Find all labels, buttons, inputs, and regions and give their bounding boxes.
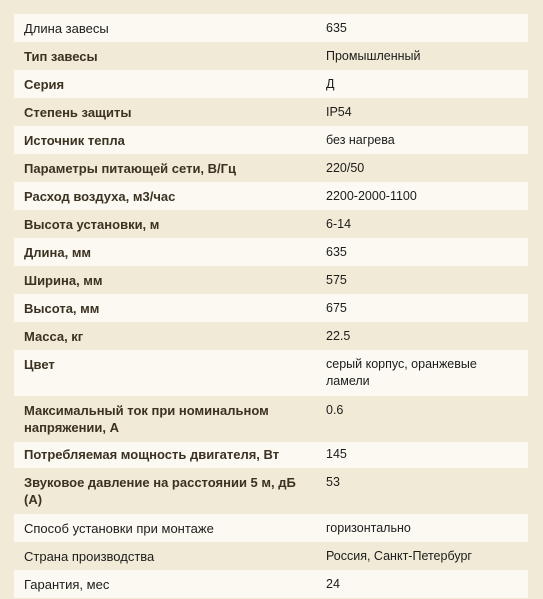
spec-value: 220/50 <box>316 154 528 182</box>
spec-value: без нагрева <box>316 126 528 154</box>
spec-row-sound-pressure <box>14 468 528 514</box>
spec-label: Степень защиты <box>14 98 316 126</box>
spec-value: 635 <box>316 238 528 266</box>
spec-row-color <box>14 350 528 396</box>
spec-label: Цвет <box>14 350 316 396</box>
spec-row-protection-degree <box>14 98 528 126</box>
spec-value: 675 <box>316 294 528 322</box>
spec-label: Серия <box>14 70 316 98</box>
spec-label: Высота, мм <box>14 294 316 322</box>
spec-label: Звуковое давление на расстоянии 5 м, дБ (А) <box>14 468 316 514</box>
spec-value: 2200-2000-1100 <box>316 182 528 210</box>
spec-row-curtain-length <box>14 14 528 42</box>
spec-label: Ширина, мм <box>14 266 316 294</box>
spec-value: Промышленный <box>316 42 528 70</box>
spec-label: Источник тепла <box>14 126 316 154</box>
spec-label: Страна производства <box>14 542 316 570</box>
specifications-table <box>14 14 528 598</box>
spec-label: Потребляемая мощность двигателя, Вт <box>14 442 316 468</box>
spec-row-country <box>14 542 528 570</box>
spec-row-weight <box>14 322 528 350</box>
spec-value: 575 <box>316 266 528 294</box>
spec-row-height <box>14 294 528 322</box>
spec-label: Длина завесы <box>14 14 316 42</box>
spec-value: Россия, Санкт-Петербург <box>316 542 528 570</box>
spec-row-install-height <box>14 210 528 238</box>
spec-row-series <box>14 70 528 98</box>
spec-value: 0.6 <box>316 396 528 442</box>
spec-value: 53 <box>316 468 528 514</box>
spec-value: 145 <box>316 442 528 468</box>
spec-label: Способ установки при монтаже <box>14 514 316 542</box>
spec-row-warranty <box>14 570 528 598</box>
spec-row-length <box>14 238 528 266</box>
spec-label: Тип завесы <box>14 42 316 70</box>
spec-row-heat-source <box>14 126 528 154</box>
spec-value: горизонтально <box>316 514 528 542</box>
spec-row-power-supply <box>14 154 528 182</box>
spec-row-curtain-type <box>14 42 528 70</box>
spec-value: Д <box>316 70 528 98</box>
spec-value: IP54 <box>316 98 528 126</box>
spec-row-max-current <box>14 396 528 442</box>
spec-value: 24 <box>316 570 528 598</box>
spec-label: Максимальный ток при номинальном напряжении, А <box>14 396 316 442</box>
spec-value: серый корпус, оранжевые ламели <box>316 350 528 396</box>
spec-value: 22.5 <box>316 322 528 350</box>
spec-row-width <box>14 266 528 294</box>
spec-label: Длина, мм <box>14 238 316 266</box>
spec-row-motor-power <box>14 442 528 468</box>
spec-value: 635 <box>316 14 528 42</box>
spec-label: Гарантия, мес <box>14 570 316 598</box>
spec-value: 6-14 <box>316 210 528 238</box>
spec-row-mounting-method <box>14 514 528 542</box>
spec-label: Масса, кг <box>14 322 316 350</box>
spec-row-air-flow <box>14 182 528 210</box>
spec-label: Расход воздуха, м3/час <box>14 182 316 210</box>
spec-label: Высота установки, м <box>14 210 316 238</box>
spec-label: Параметры питающей сети, В/Гц <box>14 154 316 182</box>
